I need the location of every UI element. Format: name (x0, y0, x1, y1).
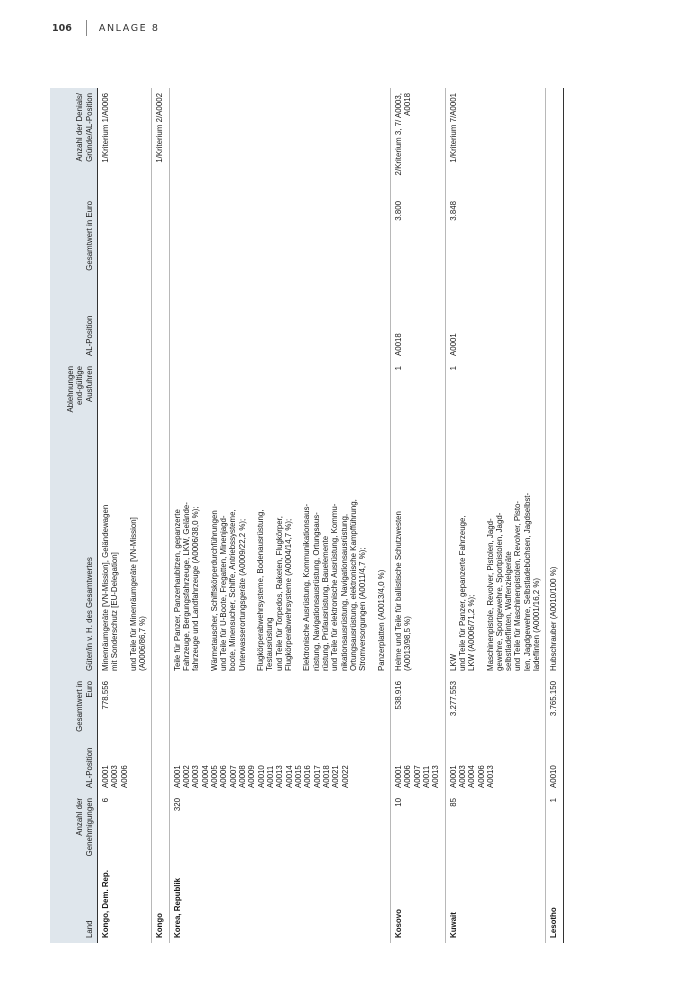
col-header-ablehnungen: Ablehnungen end-gültige Ausfuhren (50, 361, 98, 426)
goods-line: fahrzeuge und Landfahrzeuge (A0006/38,0 %); (191, 506, 201, 671)
goods-line: selbstladeflinten, Waffenzielgeräte (504, 551, 514, 671)
cell-al-positions (98, 738, 152, 793)
cell-gesamtwert-denial: 3.848 (448, 201, 458, 221)
goods-line: rüstung, Prüfausrüstung, Bauelemente (320, 535, 330, 671)
goods-line: Wärmetauscher, Schiffskörperdurchführungen (209, 510, 219, 671)
goods-line: len, Jagdgewehre, Selbstladebüchsen, Jagdselbst- (522, 492, 532, 671)
table-header-row (50, 88, 98, 943)
cell-gueter (169, 426, 390, 676)
table-row (98, 88, 152, 943)
cell-al-positions (169, 738, 390, 793)
cell-ablehnungen (152, 361, 169, 426)
cell-al-position-denial (152, 276, 169, 361)
al-position-item: A0007 (412, 765, 422, 788)
rotated-table-container (50, 88, 645, 943)
goods-line: Teile für Panzer, Panzerhaubitzen, gepanzerte (172, 509, 182, 671)
goods-line: Elektronische Ausrüstung, Kommunikationsaus- (302, 503, 312, 671)
table-row (546, 88, 563, 943)
goods-line: und Teile für U-Boote, Fregatten, Minenjagd- (218, 515, 228, 671)
table-row (169, 88, 390, 943)
cell-land: Kongo (155, 913, 165, 938)
cell-land: Korea, Republik (172, 877, 182, 938)
cell-gesamtwert-denial (152, 196, 169, 276)
goods-line: Flugkörperabwehrsysteme (A0004/14,7 %); (283, 518, 293, 671)
goods-line: rüstung, Navigationsausrüstung, Ortungsaus- (311, 512, 321, 671)
col-header-al-position-denial: AL-Position (50, 276, 98, 361)
goods-line: Ortungsausrüstung, elektronische Kampfführung, (348, 499, 358, 671)
al-position-item: A0008 (237, 765, 247, 788)
goods-line: gewehre, Sportgewehre, Sportpistolen, Jagd- (494, 512, 504, 671)
goods-line: Flugkörperabwehrsysteme, Bodenausrüstung, (255, 509, 265, 671)
cell-gueter (98, 426, 152, 676)
goods-line: (A0006/86,7 %) (137, 616, 147, 671)
cell-anzahl: 320 (172, 798, 182, 812)
table-row (390, 88, 445, 943)
cell-gesamtwert-denial (98, 196, 152, 276)
cell-gesamtwert: 778.556 (101, 681, 110, 710)
al-position-item: A0013 (275, 765, 285, 788)
table-row (152, 88, 169, 943)
al-position-item: A0010 (549, 765, 559, 788)
al-position-item: A0005 (209, 765, 219, 788)
col-header-denials: Anzahl der Denials/ Gründe/AL-Position (50, 88, 98, 196)
cell-gesamtwert: 3.765.150 (549, 681, 559, 717)
goods-line: LKW (A0006/71,2 %); (467, 594, 477, 671)
cell-gueter (390, 426, 445, 676)
al-position-item: A0006 (476, 765, 486, 788)
goods-line: mit Sonderschutz [EU-Delegation] (110, 552, 120, 671)
goods-line: nikationsausrüstung, Navigationsausrüstung, (339, 513, 349, 671)
al-position-item: A0006 (219, 765, 229, 788)
col-header-gueter: Güter/in v. H. des Gesamtwertes (50, 426, 98, 676)
cell-al-position-denial: A0018 (393, 333, 403, 356)
cell-ablehnungen (169, 361, 390, 426)
goods-line: Minenräumgeräte [VN-Mission], Geländewagen (101, 504, 110, 671)
cell-land: Kosovo (393, 909, 403, 938)
cell-gesamtwert-denial: 3.800 (393, 201, 403, 221)
cell-gesamtwert-denial (546, 196, 563, 276)
cell-denials (169, 88, 390, 196)
annex-label: ANLAGE 8 (98, 22, 160, 34)
goods-line: und Teile für Maschinenpistolen, Revolver, Pisto- (513, 500, 523, 671)
col-header-al-position: AL-Position (50, 738, 98, 793)
cell-gesamtwert: 538.916 (393, 681, 403, 710)
cell-ablehnungen: 1 (393, 366, 403, 371)
al-position-item: A0013 (431, 765, 441, 788)
col-header-gesamtwert-denial: Gesamtwert in Euro (50, 196, 98, 276)
goods-line: Hubschrauber (A0010/100 %) (549, 566, 559, 671)
export-table (50, 88, 564, 943)
cell-al-positions (390, 738, 445, 793)
col-header-gesamtwert: Gesamtwert in Euro (50, 676, 98, 738)
header-divider (86, 20, 87, 36)
al-position-item: A0001 (448, 765, 458, 788)
al-position-item: A0022 (340, 765, 350, 788)
page-number: 106 (52, 22, 72, 34)
goods-line: und Teile für Torpedos, Raketen, Flugkörper, (274, 516, 284, 671)
cell-al-positions (445, 738, 546, 793)
cell-gueter (445, 426, 546, 676)
cell-denials (546, 88, 563, 196)
al-position-item: A0017 (312, 765, 322, 788)
cell-gesamtwert: 3.277.553 (448, 681, 458, 717)
al-position-item: A0014 (284, 765, 294, 788)
goods-line: und Teile für Panzer, gepanzerte Fahrzeuge, (457, 515, 467, 671)
al-position-item: A0006 (119, 765, 129, 788)
goods-line: Maschinenpistole, Revolver, Pistolen, Jagd- (485, 518, 495, 671)
al-position-item: A0016 (303, 765, 313, 788)
cell-anzahl: 1 (549, 798, 559, 803)
cell-gueter (152, 426, 169, 676)
al-position-item: A0003 (110, 765, 120, 788)
al-position-item: A0011 (421, 765, 431, 788)
cell-al-position-denial (546, 276, 563, 361)
goods-line: Unterwasserortungsgeräte (A0009/22,2 %); (237, 518, 247, 671)
cell-land: Kongo, Dem. Rep. (101, 870, 110, 938)
al-position-item: A0001 (393, 765, 403, 788)
al-position-item: A0004 (467, 765, 477, 788)
al-position-item: A0007 (228, 765, 238, 788)
al-position-item: A0001 (101, 765, 110, 788)
cell-denials: 2/Kriterium 3, 7/ A0003, A0018 (393, 93, 413, 176)
cell-al-position-denial (98, 276, 152, 361)
al-position-item: A0006 (403, 765, 413, 788)
cell-gesamtwert (169, 676, 390, 738)
goods-line: (A0013/98,5 %) (403, 616, 413, 671)
cell-anzahl: 6 (101, 798, 110, 803)
al-position-item: A0015 (293, 765, 303, 788)
cell-anzahl: 10 (393, 798, 403, 807)
al-position-item: A0001 (172, 765, 182, 788)
al-position-item: A0009 (247, 765, 257, 788)
cell-anzahl (152, 793, 169, 863)
cell-anzahl: 85 (448, 798, 458, 807)
al-position-item: A0003 (457, 765, 467, 788)
cell-al-positions (546, 738, 563, 793)
goods-line: Fahrzeuge, Bergungsfahrzeuge, LKW, Gelände- (181, 502, 191, 671)
al-position-item: A0002 (181, 765, 191, 788)
cell-denials: 1/Kriterium 1/A0006 (101, 93, 110, 163)
cell-land: Kuwait (448, 912, 458, 938)
al-position-item: A0013 (485, 765, 495, 788)
cell-al-position-denial (169, 276, 390, 361)
table-body (98, 88, 564, 943)
cell-land: Lesotho (549, 907, 559, 938)
al-position-item: A0018 (321, 765, 331, 788)
goods-line: Panzerplatten (A0013/4,0 %) (376, 569, 386, 671)
goods-line: und Teile für Minenräumgeräte [VN-Mission] (128, 517, 138, 671)
goods-line: Stromversorgungen (A0011/4,7 %); (358, 547, 368, 671)
al-position-item: A0021 (331, 765, 341, 788)
al-position-item: A0011 (265, 765, 275, 788)
goods-line: boote, Minensucher, Schiffe, Antriebssysteme, (228, 509, 238, 671)
table-row (445, 88, 546, 943)
goods-line: LKW (448, 653, 458, 671)
page-header (52, 20, 160, 36)
cell-al-positions (152, 738, 169, 793)
col-header-anzahl: Anzahl der Genehmigungen (50, 793, 98, 863)
goods-line: Testausrüstung (265, 617, 275, 671)
cell-denials: 1/Kriterium 7/A0001 (448, 93, 458, 163)
al-position-item: A0010 (256, 765, 266, 788)
cell-denials: 1/Kriterium 2/A0002 (155, 93, 165, 163)
al-position-item: A0004 (200, 765, 210, 788)
goods-line: und Teile für elektronische Ausrüstung, Kommu- (330, 503, 340, 671)
cell-ablehnungen (546, 361, 563, 426)
cell-al-position-denial: A0001 (448, 333, 458, 356)
cell-gueter (546, 426, 563, 676)
col-header-land: Land (50, 863, 98, 943)
cell-ablehnungen: 1 (448, 366, 458, 371)
cell-gesamtwert (152, 676, 169, 738)
goods-line: Helme und Teile für ballistische Schutzwesten (393, 511, 403, 671)
cell-gesamtwert-denial (169, 196, 390, 276)
cell-ablehnungen (98, 361, 152, 426)
al-position-item: A0003 (191, 765, 201, 788)
goods-line: ladeflinten (A0001/16,2 %) (532, 578, 542, 671)
